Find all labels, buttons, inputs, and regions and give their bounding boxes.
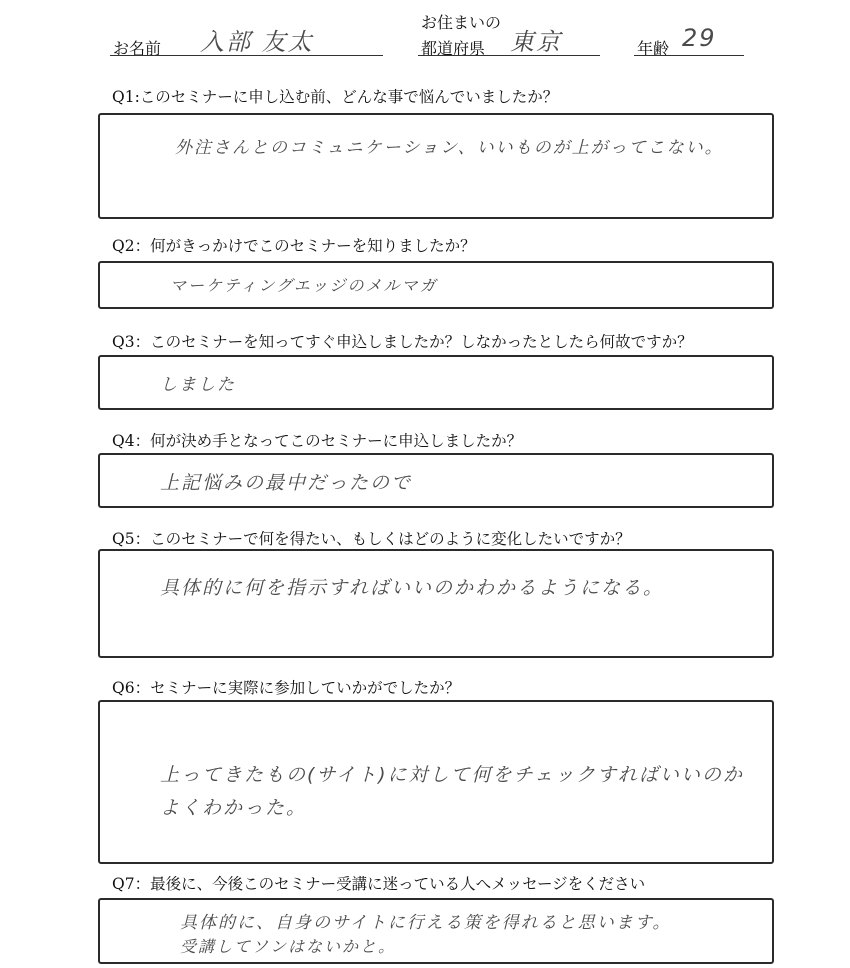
answer-2-line-1: マーケティングエッジのメルマガ bbox=[170, 276, 438, 295]
answer-1-line-1: 外注さんとのコミュニケーション、いいものが上がってこない。 bbox=[175, 138, 724, 158]
answer-box-1 bbox=[98, 113, 774, 219]
name-label: お名前 bbox=[113, 39, 162, 58]
residence-underline bbox=[418, 55, 600, 56]
question-7-label: Q7：最後に、今後このセミナー受講に迷っている人へメッセージをください bbox=[112, 875, 646, 893]
name-value: 入部 友太 bbox=[200, 28, 314, 56]
question-5-label: Q5：このセミナーで何を得たい、もしくはどのように変化したいですか？ bbox=[112, 530, 631, 548]
answer-7-line-1: 具体的に、自身のサイトに行える策を得れると思います。 bbox=[180, 913, 672, 933]
question-4-label: Q4：何が決め手となってこのセミナーに申込しましたか？ bbox=[112, 432, 523, 450]
name-underline bbox=[110, 55, 383, 56]
question-3-label: Q3：このセミナーを知ってすぐ申込しましたか？しなかったとしたら何故ですか？ bbox=[112, 333, 693, 351]
residence-label-top: お住まいの bbox=[421, 13, 502, 32]
answer-6-line-2: よくわかった。 bbox=[160, 797, 308, 819]
residence-label: 都道府県 bbox=[421, 39, 486, 58]
answer-box-5 bbox=[98, 549, 774, 658]
question-2-label: Q2：何がきっかけでこのセミナーを知りましたか？ bbox=[112, 237, 476, 255]
residence-value: 東京 bbox=[510, 28, 562, 56]
answer-6-line-1: 上ってきたもの(サイト)に対して何をチェックすればいいのか bbox=[160, 764, 744, 786]
question-6-label: Q6：セミナーに実際に参加していかがでしたか？ bbox=[112, 679, 461, 697]
age-value: 29 bbox=[682, 24, 717, 52]
answer-3-line-1: しました bbox=[160, 375, 236, 395]
age-label: 年齢 bbox=[637, 39, 670, 58]
answer-5-line-1: 具体的に何を指示すればいいのかわかるようになる。 bbox=[160, 577, 665, 599]
age-underline bbox=[634, 55, 744, 56]
answer-4-line-1: 上記悩みの最中だったので bbox=[160, 472, 413, 494]
answer-7-line-2: 受講してソンはないかと。 bbox=[180, 937, 397, 956]
question-1-label: Q1:このセミナーに申し込む前、どんな事で悩んでいましたか？ bbox=[112, 88, 559, 106]
